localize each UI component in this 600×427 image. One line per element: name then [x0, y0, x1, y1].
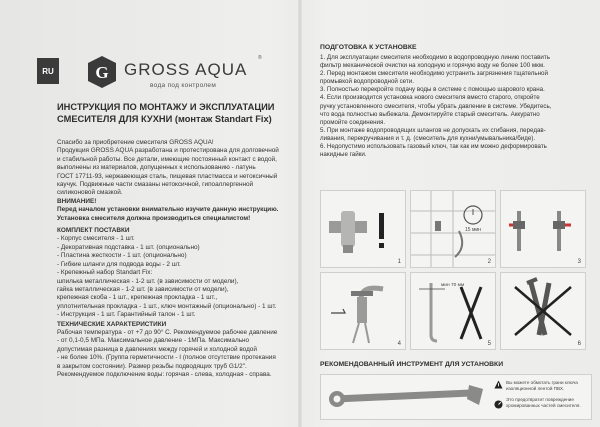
intro-line: Спасибо за приобретение смесителя GROSS AQUA! [57, 139, 214, 146]
step-number: 6 [577, 341, 581, 347]
tools-note-2: Это предотвратит повреждение хромированных частей смесителя. [506, 397, 581, 408]
brand-name: GROSS AQUA [124, 60, 248, 79]
prep-line: промывкой водопроводной сети. [320, 78, 414, 86]
brand-tagline: вода под контролем [150, 82, 217, 89]
lang-badge-label: RU [42, 66, 54, 76]
attention-line: Перед началом установки внимательно изучите данную инструкцию. [57, 206, 279, 214]
prep-line: ливания, перекручивания и т. д. (смеситель для кухни/умывальника/биде). [320, 134, 536, 142]
spec-line: допустимая разница в давлениях между горячей и холодной водой [57, 345, 257, 353]
intro-line: каучук. Подвижные части смазаны нетоксичной, гипоаллергенной [57, 181, 254, 189]
prep-heading: ПОДГОТОВКА К УСТАНОВКЕ [320, 44, 417, 51]
step-6-panel [500, 272, 586, 350]
kit-line: шпилька металлическая - 1-2 шт. (в зависимости от модели), [57, 277, 239, 285]
kit-line: - Корпус смесителя - 1 шт. [57, 235, 135, 243]
tools-note-1: Вы можете обмотать грани ключа изоляционной лентой ПВХ. [506, 380, 578, 391]
step-2-time-label: 15 мин [465, 227, 481, 233]
step-number: 5 [487, 341, 491, 347]
spec-line: - не более 10%. (Группа герметичности - I (полное отсутствие протекания [57, 354, 276, 362]
kit-line: уплотнительная прокладка - 1 шт., ключ монтажный (опционально) - 1 шт. [57, 302, 277, 310]
document-title [57, 101, 297, 125]
warning-icon [494, 380, 503, 389]
kit-line: - Гибкие шланги для подвода воды - 2 шт. [57, 260, 181, 268]
step-4-panel [320, 272, 406, 350]
title-line-2: СМЕСИТЕЛЯ ДЛЯ КУХНИ (монтаж Standart Fix) [57, 114, 272, 124]
kit-line: - Декоративная подставка - 1 шт. (опционально) [57, 243, 200, 251]
kit-heading: КОМПЛЕКТ ПОСТАВКИ [57, 227, 130, 235]
step-3-panel [500, 190, 586, 268]
kit-line: гайка металлическая - 1-2 шт. (в зависимости от модели), [57, 285, 229, 293]
prep-list [320, 54, 600, 159]
valves-icon [501, 191, 585, 267]
kit-line: - Инструкция - 1 шт. Гарантийный талон - 1 шт. [57, 311, 196, 319]
prep-line: что вода полностью выбежала. Демонтируйте старый смеситель. Аккуратно [320, 110, 540, 118]
lang-badge [37, 58, 59, 84]
prep-line: ручку установленного смесителя, чтобы убрать давление в системе. Убедитесь, [320, 102, 552, 110]
attention-label: ВНИМАНИЕ! [57, 197, 97, 205]
intro-line: выполнены из материалов, допущенных к использованию - латунь [57, 164, 256, 172]
filter-icon [321, 191, 405, 267]
spec-line: - от 0,1-0,5 МПа. Максимальное давление - 1МПа. Максимально [57, 337, 250, 345]
kit-line: - Пластина жесткости - 1 шт. (опционально) [57, 252, 187, 260]
spec-line: в закрытом состоянии). Размер резьбы подводящих труб G1/2". [57, 362, 247, 370]
kit-line: - Крепежный набор Standart Fix: [57, 269, 153, 277]
svg-text:G: G [95, 63, 109, 82]
step-5-panel [410, 272, 496, 350]
step-2-panel [410, 190, 496, 268]
step-number: 3 [577, 259, 581, 265]
title-line-1: ИНСТРУКЦИЯ ПО МОНТАЖУ И ЭКСПЛУАТАЦИИ [57, 102, 275, 112]
step-number: 1 [397, 259, 401, 265]
intro-line: силиконовой смазкой. [57, 189, 123, 197]
prep-line: промойте соединения. [320, 118, 386, 126]
kit-line: крепежная скоба - 1 шт., крепежная прокладка - 1 шт., [57, 294, 218, 302]
gauge-icon [494, 400, 503, 409]
spec-line: Рекомендуемое подключение воды: горячая - слева, холодная - справа. [57, 370, 272, 378]
gas-wrench-prohibited-icon [501, 273, 585, 349]
step-1-panel [320, 190, 406, 268]
step-5-min-label: мин 70 мм [441, 283, 465, 288]
gross-aqua-logo-icon [85, 55, 119, 89]
prep-line: 2. Перед монтажом смесителя необходимо устранить загрязнения тщательной [320, 70, 548, 78]
prep-line: фильтр механической очистки на холодную и горячую воду не более 100 мкм. [320, 62, 545, 70]
intro-line: ГОСТ 17711-93, нержавеющая сталь, пищевая пластмасса и нетоксичный [57, 172, 278, 180]
tools-heading: РЕКОМЕНДОВАННЫЙ ИНСТРУМЕНТ ДЛЯ УСТАНОВКИ [320, 361, 504, 368]
prep-line: 4. Если производится установка нового смесителя вместо старого, откройте [320, 94, 540, 102]
page-fold [298, 0, 302, 427]
prep-line: 3. Полностью перекройте подачу воды в системе с помощью шарового крана. [320, 86, 545, 94]
tools-note [506, 380, 596, 414]
left-page [0, 0, 298, 427]
spec-line: Рабочая температура - от +7 до 90° С. Рекомендуемое рабочее давление [57, 328, 278, 336]
left-body [57, 139, 297, 379]
spec-heading: ТЕХНИЧЕСКИЕ ХАРАКТЕРИСТИКИ [57, 320, 167, 328]
prep-line: накидные гайки. [320, 151, 367, 159]
registered-mark: ® [258, 55, 262, 61]
steps-illustration-grid [320, 190, 586, 350]
faucet-icon [321, 273, 405, 349]
wall-flush-icon [411, 191, 495, 267]
prep-line: 1. Для эксплуатации смесителя необходимо в водопроводную линию поставить [320, 54, 550, 61]
intro-line: и стабильной работы. Все детали, имеющие постоянный контакт с водой, [57, 155, 277, 163]
intro-line: Продукция GROSS AQUA разработана и протестирована для долговечной [57, 147, 279, 155]
attention-line: Установка смесителя должна производиться специалистом! [57, 214, 251, 222]
right-page [304, 0, 600, 427]
step-number: 2 [487, 259, 491, 265]
step-number: 4 [397, 341, 401, 347]
prep-line: 6. Недопустимо использовать газовый ключ, так как им можно деформировать [320, 143, 547, 151]
prep-line: 5. При монтаже водопроводящих шлангов не допускать их сгибания, передав- [320, 126, 546, 134]
